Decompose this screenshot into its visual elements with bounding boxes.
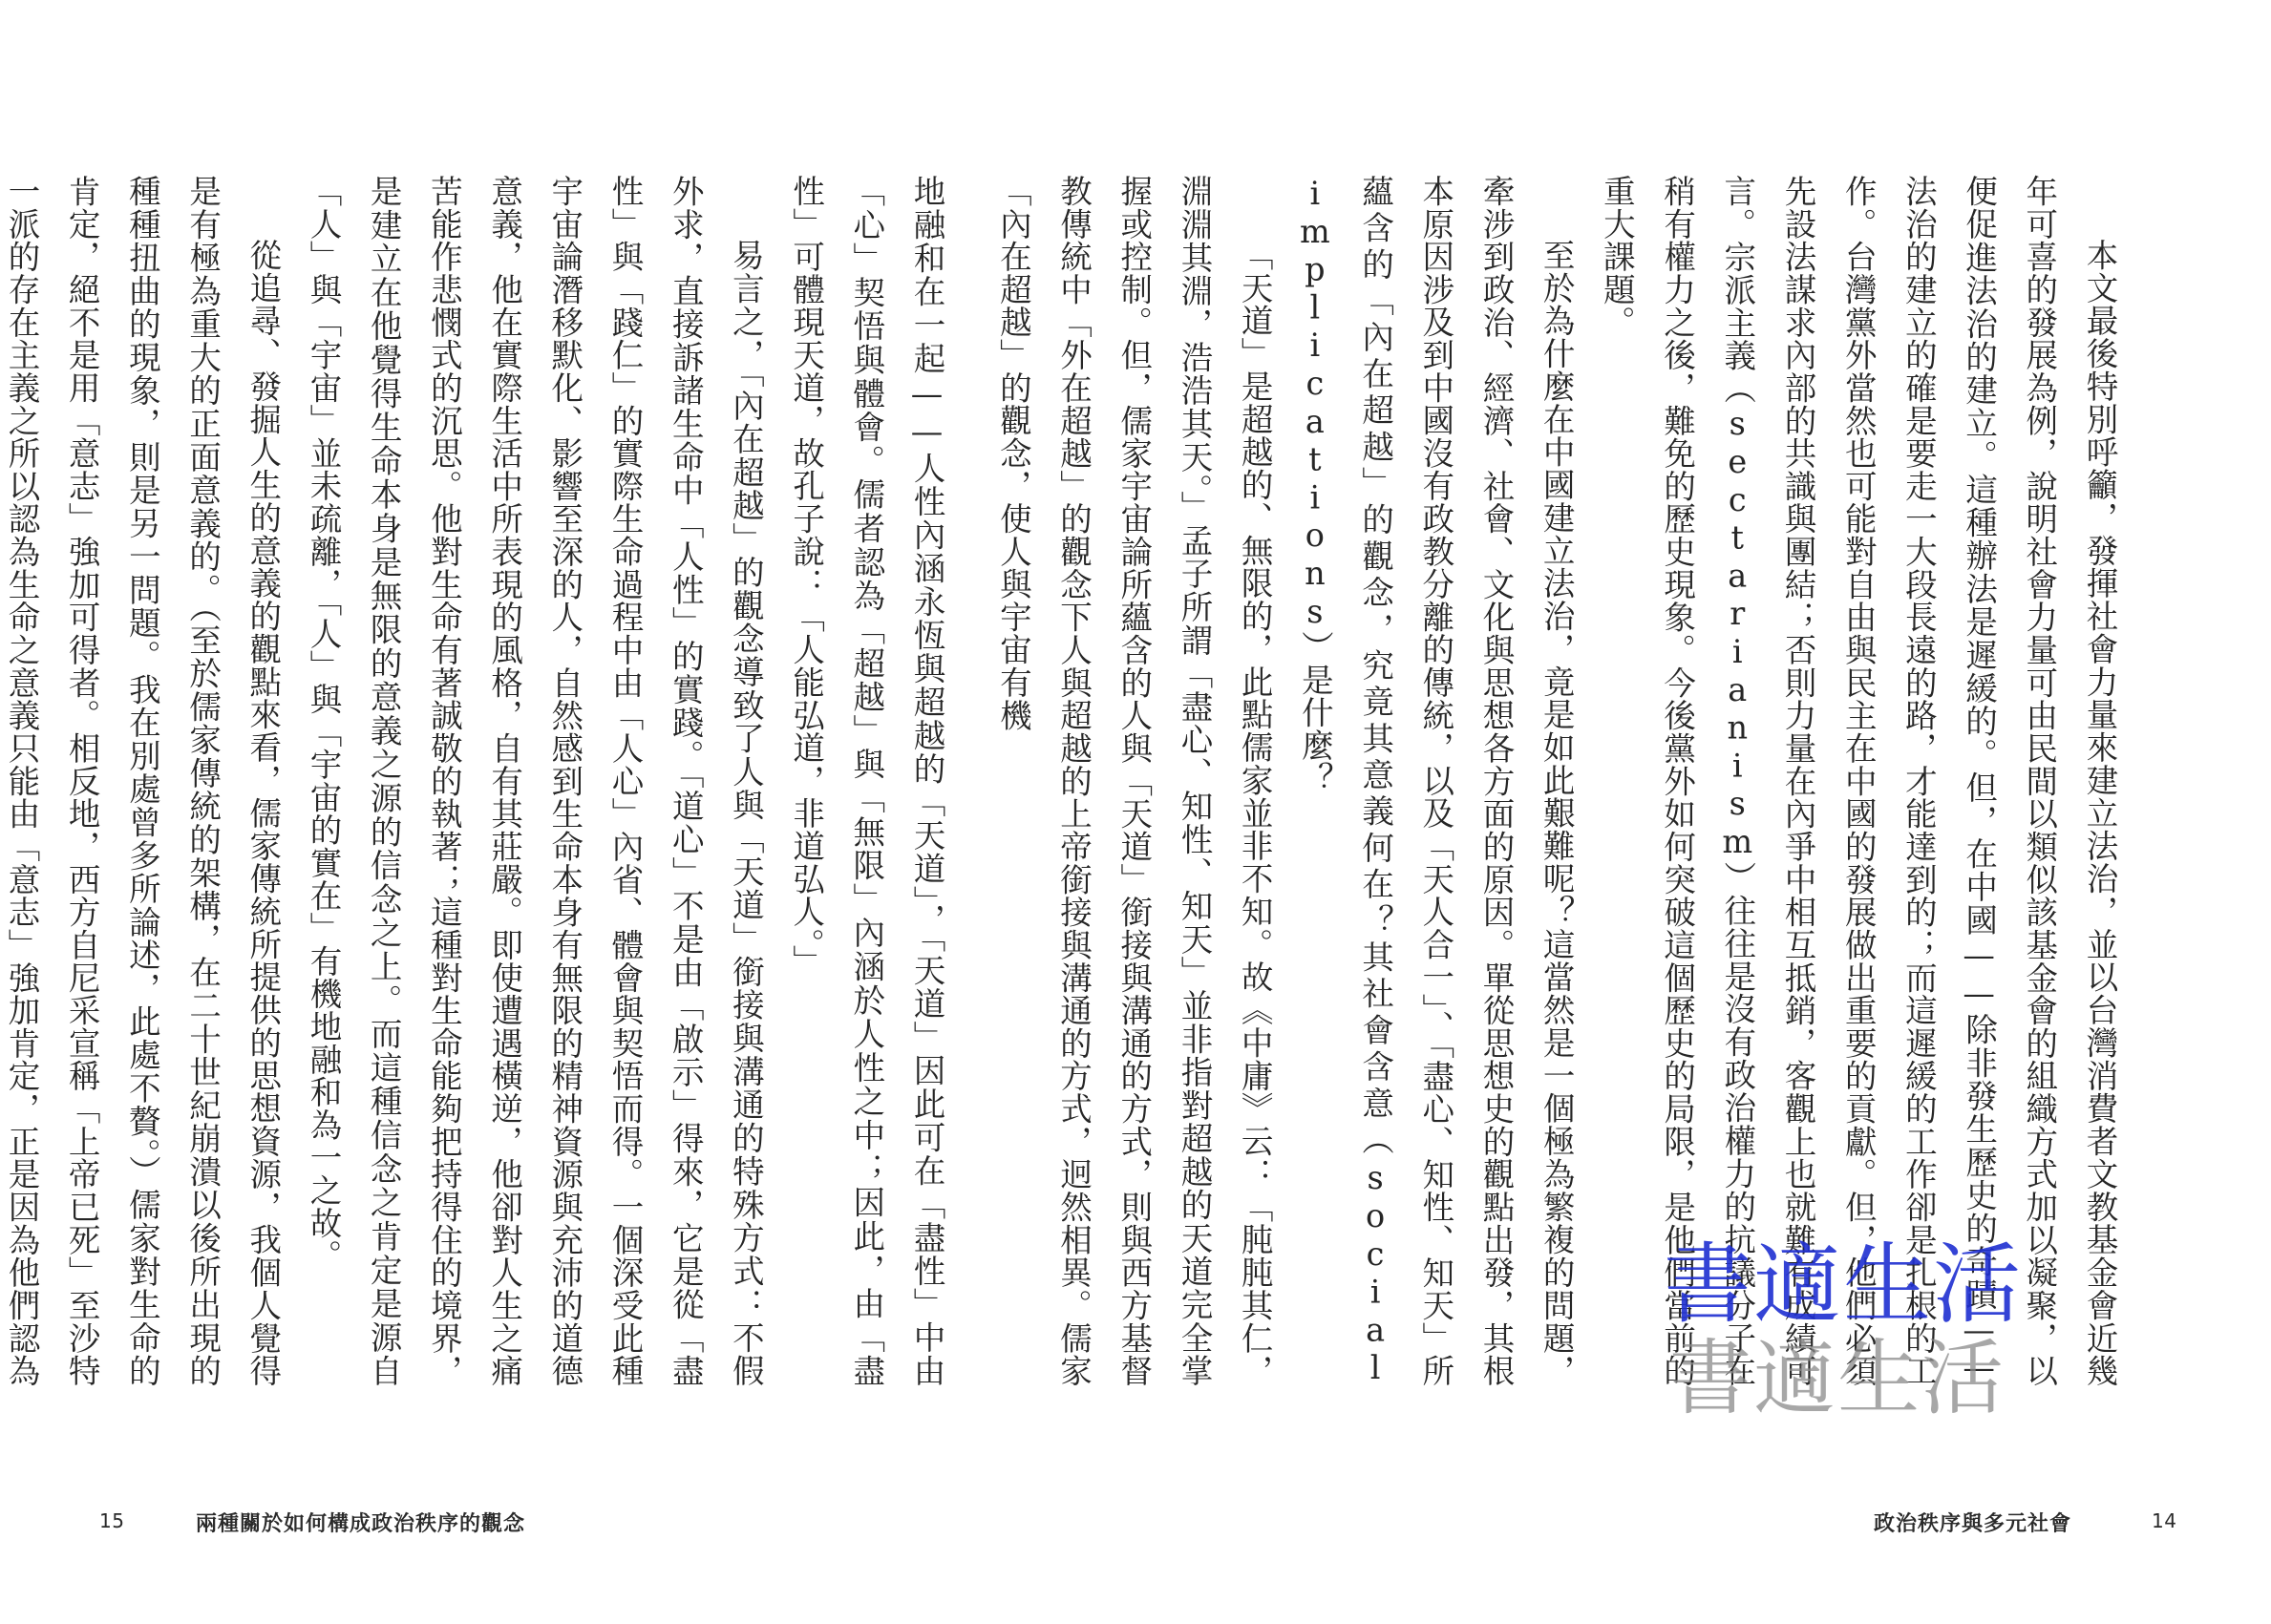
page-number: 15 xyxy=(99,1509,125,1532)
left-page-text xyxy=(2,175,957,1387)
running-header: 兩種關於如何構成政治秩序的觀念 xyxy=(196,1511,526,1536)
paragraph: 易言之，「內在超越」的觀念導致了人與「天道」銜接與溝通的特殊方式：不假外求，直接訴諸生命中「人性」的實踐。「道心」不是由「啟示」得來，它是從「盡性」與「踐仁」的實際生命過程中由「人心」內省、體會與契悟而得。一個深受此種宇宙論潛移默化、影響至深的人，自然感到生命本身有無限的精神資源與充沛的道德意義，他在實際生活中所表現的風格，自有其莊嚴。即使遭遇橫逆，他卻對人生之痛苦能作悲憫式的沉思。他對生命有著誠敬的執著；這種對生命能夠把持得住的境界，是建立在他覺得生命本身是無限的意義之源的信念之上。而這種信念之肯定是源自「人」與「宇宙」並未疏離，「人」與「宇宙的實在」有機地融和為一之故。 xyxy=(304,175,765,1387)
paragraph: 本文最後特別呼籲，發揮社會力量來建立法治，並以台灣消費者文教基金會近幾年可喜的發展為例，說明社會力量可由民間以類似該基金會的組織方式加以凝聚，以便促進法治的建立。這種辦法是遲緩的。但，在中國——除非發生歷史的奇蹟——法治的建立的確是要走一大段長遠的路，才能達到的；而這遲緩的工作卻是扎根的工作。台灣黨外當然也可能對自由與民主在中國的發展做出重要的貢獻。但，他們必須先設法謀求內部的共識與團結；否則力量在內爭中相互抵銷，客觀上也就難有成績可言。宗派主義（sectarianism）往往是沒有政治權力的抗議分子在稍有權力之後，難免的歷史現象。今後黨外如何突破這個歷史的局限，是他們當前的重大課題。 xyxy=(1598,175,2118,1387)
paragraph: 至於為什麼在中國建立法治，竟是如此艱難呢？這當然是一個極為繁複的問題，牽涉到政治、經濟、社會、文化與思想各方面的原因。單從思想史的觀點出發，其根本原因涉及到中國沒有政教分離的傳統，以及「天人合一」、「盡心、知性、知天」所蘊含的「內在超越」的觀念，究竟其意義何在？其社會含意（social implications）是什麼？ xyxy=(1296,175,1576,1387)
page-number: 14 xyxy=(2152,1509,2177,1532)
running-header: 政治秩序與多元社會 xyxy=(1874,1511,2072,1536)
right-page-text xyxy=(994,175,2130,1387)
right-page xyxy=(994,0,2271,1624)
watermark-stamp: 書適生活 xyxy=(1669,1331,2006,1426)
paragraph: 地融和在一起——人性內涵永恆與超越的「天道」，「天道」因此可在「盡性」中由「心」契悟與體會。儒者認為「超越」與「無限」內涵於人性之中；因此，由「盡性」可體現天道，故孔子說：「人能弘道，非道弘人。」 xyxy=(787,175,945,1387)
watermark-stamp: 書適生活 xyxy=(1664,1234,2024,1336)
paragraph: 「天道」是超越的、無限的，此點儒家並非不知。故《中庸》云：「肫肫其仁，淵淵其淵，浩浩其天。」孟子所謂「盡心、知性、知天」並非指對超越的天道完全掌握或控制。但，儒家宇宙論所蘊含的人與「天道」銜接與溝通的方式，則與西方基督教傳統中「外在超越」的觀念下人與超越的上帝銜接與溝通的方式，迥然相異。儒家「內在超越」的觀念，使人與宇宙有機 xyxy=(994,175,1274,1387)
paragraph: 從追尋、發掘人生的意義的觀點來看，儒家傳統所提供的思想資源，我個人覺得是有極為重大的正面意義的。（至於儒家傳統的架構，在二十世紀崩潰以後所出現的種種扭曲的現象，則是另一問題。我在別處曾多所論述，此處不贅。）儒家對生命的肯定，絕不是用「意志」強加可得者。相反地，西方自尼采宣稱「上帝已死」至沙特一派的存在主義之所以認為生命之意義只能由「意志」強加肯定，正是因為他們認為 xyxy=(2,175,282,1387)
